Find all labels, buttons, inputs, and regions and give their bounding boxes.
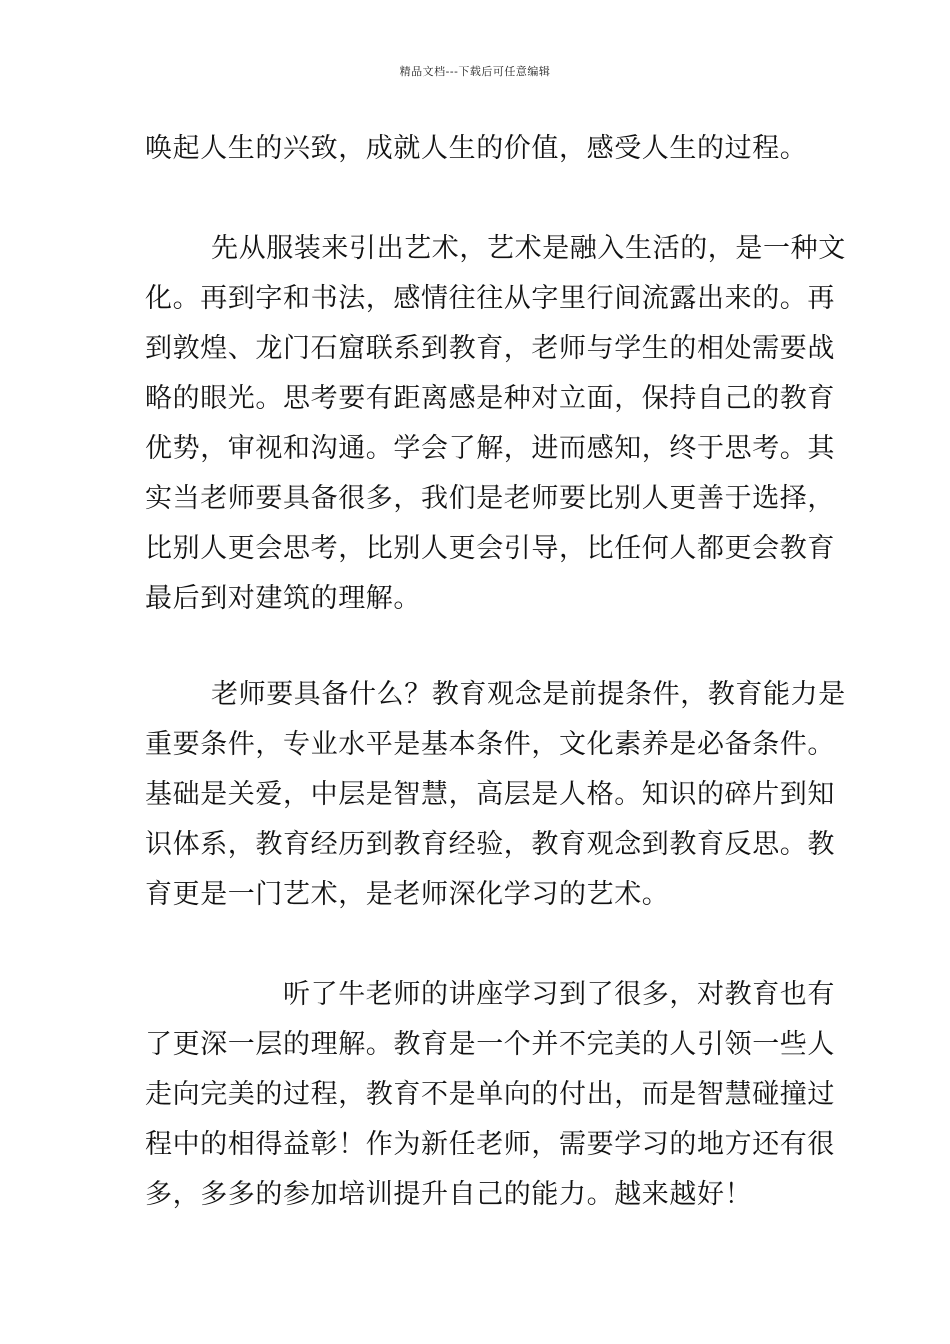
paragraph-line: 重要条件，专业水平是基本条件，文化素养是必备条件。	[145, 729, 835, 760]
paragraph-line: 实当老师要具备很多，我们是老师要比别人更善于选择，	[145, 483, 835, 514]
paragraph-line: 先从服装来引出艺术，艺术是融入生活的，是一种文	[211, 233, 846, 264]
paragraph-3	[145, 670, 846, 920]
paragraph-line: 了更深一层的理解。教育是一个并不完美的人引领一些人	[145, 1029, 835, 1060]
paragraph-line: 识体系，教育经历到教育经验，教育观念到教育反思。教	[145, 829, 835, 860]
paragraph-line: 育更是一门艺术，是老师深化学习的艺术。	[145, 879, 670, 910]
paragraph-line: 多，多多的参加培训提升自己的能力。越来越好！	[145, 1179, 753, 1210]
paragraph-1	[145, 124, 810, 174]
paragraph-2	[145, 224, 846, 624]
paragraph-line: 化。再到字和书法，感情往往从字里行间流露出来的。再	[145, 283, 835, 314]
paragraph-line: 到敦煌、龙门石窟联系到教育，老师与学生的相处需要战	[145, 333, 835, 364]
paragraph-line: 老师要具备什么？教育观念是前提条件，教育能力是	[211, 679, 846, 710]
paragraph-4	[145, 970, 835, 1220]
paragraph-line: 程中的相得益彰！作为新任老师，需要学习的地方还有很	[145, 1129, 835, 1160]
paragraph-line: 唤起人生的兴致，成就人生的价值，感受人生的过程。	[145, 133, 808, 164]
paragraph-line: 优势，审视和沟通。学会了解，进而感知，终于思考。其	[145, 433, 835, 464]
page-header: 精品文档---下载后可任意编辑	[399, 65, 551, 78]
paragraph-line: 走向完美的过程，教育不是单向的付出，而是智慧碰撞过	[145, 1079, 835, 1110]
paragraph-line: 略的眼光。思考要有距离感是种对立面，保持自己的教育	[145, 383, 835, 414]
paragraph-line: 最后到对建筑的理解。	[145, 583, 421, 614]
paragraph-line: 基础是关爱，中层是智慧，高层是人格。知识的碎片到知	[145, 779, 835, 810]
paragraph-line: 听了牛老师的讲座学习到了很多，对教育也有	[283, 979, 835, 1010]
paragraph-line: 比别人更会思考，比别人更会引导，比任何人都更会教育	[145, 533, 835, 564]
